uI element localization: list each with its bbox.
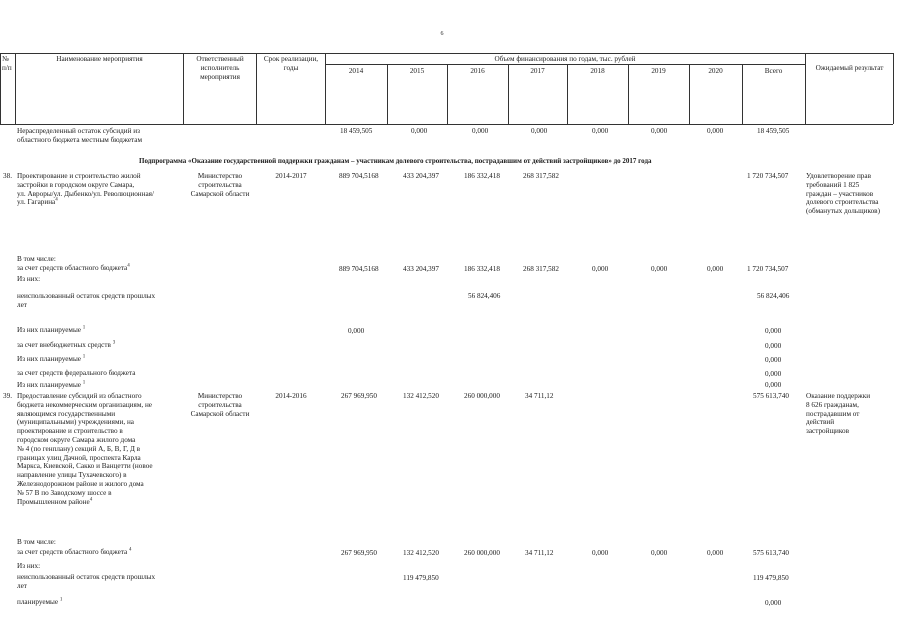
value-cell: 0,000 <box>707 265 724 273</box>
value-cell: 889 704,5168 <box>339 265 379 273</box>
value-cell: 132 412,520 <box>403 392 439 400</box>
header-funding-divider <box>325 64 805 65</box>
row-38-name: Проектирование и строительство жилой застройки в городском округе Самара, ул. Авроры/ул. Дыбенко/ул. Революционная/ ул. Гагарина$^4$ <box>17 172 154 207</box>
header-year: 2016 <box>470 67 485 75</box>
row-38-period: 2014-2017 <box>275 172 307 180</box>
value-cell: 575 613,740 <box>753 392 789 400</box>
header-year: 2017 <box>530 67 545 75</box>
value-cell: 0,000 <box>765 356 782 364</box>
regional-budget-label: за счет средств областного бюджета $^4$ <box>17 547 132 556</box>
header-funding: Объем финансирования по годам, тыс. рублей <box>494 55 636 63</box>
unused-prev-label: неиспользованный остаток средств прошлых лет <box>17 573 156 590</box>
row-39-period: 2014-2016 <box>275 392 307 400</box>
value-cell: 0,000 <box>651 265 668 273</box>
value-cell: 0,000 <box>651 549 668 557</box>
planned-label: Из них планируемые $^1$ <box>17 325 86 334</box>
value-cell: 56 824,406 <box>757 292 790 300</box>
header-year: 2015 <box>409 67 425 75</box>
row-39-result: Оказание поддержки 8 626 гражданам, пострадавшим от действий застройщиков <box>806 392 871 436</box>
value-cell: 0,000 <box>348 327 365 335</box>
value-cell: 0,000 <box>765 370 782 378</box>
value-cell: 186 332,418 <box>464 265 500 273</box>
unused-prev-label: неиспользованный остаток средств прошлых лет <box>17 292 156 309</box>
header-top-border <box>0 53 893 54</box>
header-year: 2020 <box>708 67 723 75</box>
value-cell: 56 824,406 <box>468 292 501 300</box>
header-num: № п/п <box>2 55 12 72</box>
value-cell: 18 459,505 <box>340 127 373 135</box>
value-cell: 0,000 <box>472 127 489 135</box>
planned-label: планируемые $^1$ <box>17 597 63 606</box>
value-cell: 0,000 <box>531 127 548 135</box>
value-cell: 260 000,000 <box>464 392 500 400</box>
value-cell: 0,000 <box>651 127 668 135</box>
value-cell: 18 459,505 <box>757 127 790 135</box>
value-cell: 0,000 <box>707 127 724 135</box>
extrabudget-label: за счет внебюджетных средств $^3$ <box>17 340 116 349</box>
including-label: В том числе: <box>17 255 56 263</box>
header-bottom-border <box>0 124 893 125</box>
row-number: 38. <box>3 172 12 180</box>
of-them-label: Из них: <box>17 275 41 283</box>
value-cell: 433 204,397 <box>403 265 439 273</box>
header-name: Наименование мероприятия <box>56 55 143 63</box>
value-cell: 0,000 <box>411 127 428 135</box>
undistributed-label: Нераспределенный остаток субсидий из областного бюджета местным бюджетам <box>17 127 142 144</box>
row-38-result: Удовлетворение прав требований 1 825 граждан – участников долевого строительства (обманутых дольщиков) <box>806 172 880 216</box>
value-cell: 0,000 <box>592 265 609 273</box>
value-cell: 0,000 <box>592 127 609 135</box>
value-cell: 34 711,12 <box>525 549 554 557</box>
value-cell: 0,000 <box>765 381 782 389</box>
including-label: В том числе: <box>17 538 56 546</box>
federal-budget-label: за счет средств федерального бюджета <box>17 369 136 377</box>
header-year: 2014 <box>348 67 364 75</box>
of-them-label: Из них: <box>17 562 41 570</box>
regional-budget-label: за счет средств областного бюджета$^4$ <box>17 263 130 272</box>
row-38-executor: Министерство строительства Самарской области <box>190 172 250 198</box>
header-executor: Ответственный исполнитель мероприятия <box>196 55 244 81</box>
value-cell: 0,000 <box>707 549 724 557</box>
value-cell: 0,000 <box>765 599 782 607</box>
header-total: Всего <box>764 67 783 75</box>
page-number: 6 <box>440 31 444 37</box>
planned-label: Из них планируемые $^1$ <box>17 354 86 363</box>
value-cell: 119 479,850 <box>753 574 789 582</box>
header-result: Ожидаемый результат <box>815 64 884 72</box>
row-number: 39. <box>3 392 12 400</box>
value-cell: 0,000 <box>765 327 782 335</box>
value-cell: 1 720 734,507 <box>747 265 789 273</box>
value-cell: 119 479,850 <box>403 574 439 582</box>
header-year: 2018 <box>590 67 605 75</box>
planned-label: Из них планируемые $^1$ <box>17 380 86 389</box>
value-cell: 575 613,740 <box>753 549 789 557</box>
row-39-executor: Министерство строительства Самарской области <box>190 392 250 418</box>
header-year: 2019 <box>651 67 666 75</box>
value-cell: 0,000 <box>765 342 782 350</box>
value-cell: 268 317,582 <box>523 172 559 180</box>
value-cell: 34 711,12 <box>525 392 554 400</box>
value-cell: 267 969,950 <box>341 549 377 557</box>
value-cell: 1 720 734,507 <box>747 172 789 180</box>
col-line <box>0 53 1 124</box>
value-cell: 433 204,397 <box>403 172 439 180</box>
header-period: Срок реализации, годы <box>263 55 319 72</box>
value-cell: 260 000,000 <box>464 549 500 557</box>
row-39-name: Предоставление субсидий из областного бюджета некоммерческим организациям, не являющимся государственными (муниципальными) учреждениями, на проектирование и строительство в городском округе Самара жилого дома № 4 (по генплану) секций А, Б, В, Г, Д в границах улиц Дачной, проспекта Карла Маркса, Киевской, Сакко и Ванцетти (новое направление улицы Тухачевского) в Железнодорожном районе и жилого дома № 57 В по Заводскому шоссе в Промышленном районе$^4$ <box>17 392 153 506</box>
value-cell: 186 332,418 <box>464 172 500 180</box>
value-cell: 132 412,520 <box>403 549 439 557</box>
value-cell: 267 969,950 <box>341 392 377 400</box>
col-line <box>893 53 894 124</box>
value-cell: 0,000 <box>592 549 609 557</box>
value-cell: 268 317,582 <box>523 265 559 273</box>
value-cell: 889 704,5168 <box>339 172 379 180</box>
subprogram-title: Подпрограмма «Оказание государственной поддержки гражданам – участникам долевого строительства, пострадавшим от действий застройщиков» до 2017 года <box>139 157 652 165</box>
